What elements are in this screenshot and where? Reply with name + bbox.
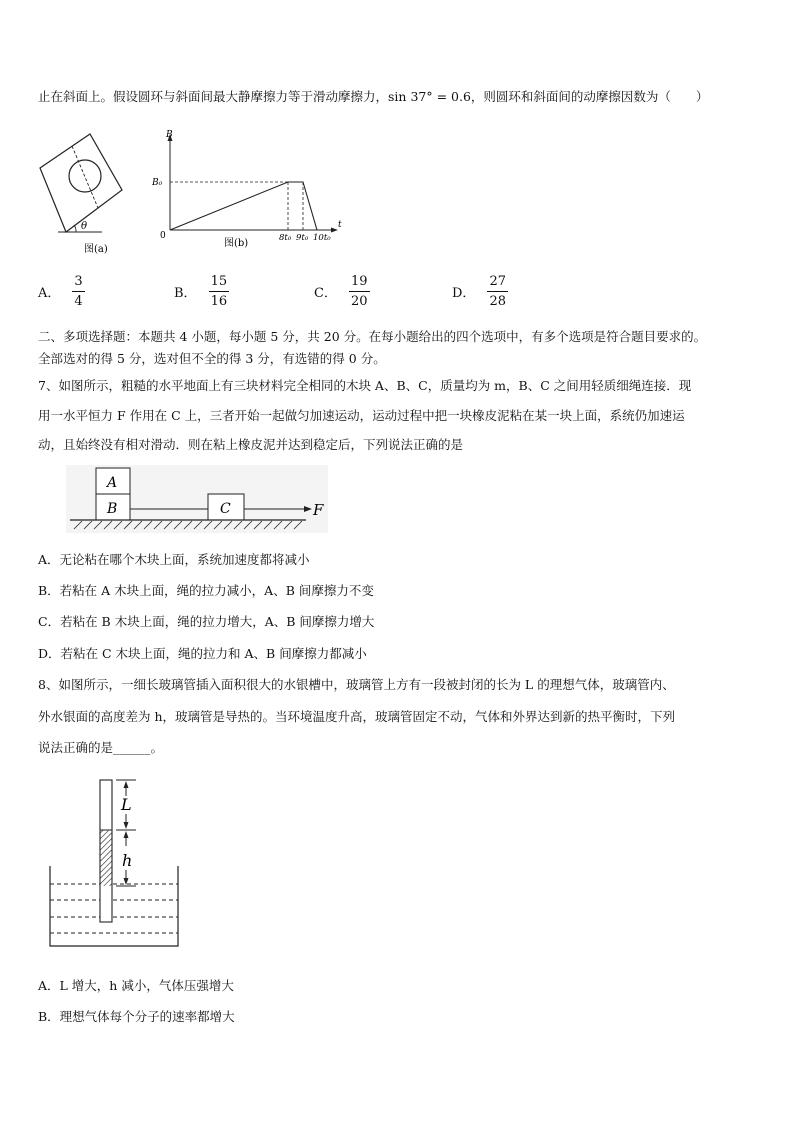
q7-figure bbox=[66, 465, 328, 533]
q7-stem-line3: 动，且始终没有相对滑动．则在粘上橡皮泥并达到稳定后，下列说法正确的是 bbox=[38, 437, 464, 452]
option-fraction: $\frac{15}{16}$ bbox=[210, 274, 228, 309]
angle-arc bbox=[74, 225, 76, 232]
section2-line2: 全部选对的得 5 分，选对但不全的得 3 分，有选错的得 0 分。 bbox=[38, 351, 386, 366]
label-h: h bbox=[122, 851, 133, 870]
q8-option-a[interactable]: A．L 增大，h 减小，气体压强增大 bbox=[38, 978, 234, 993]
fig-b-caption: 图(b) bbox=[224, 238, 249, 249]
option-letter: B． bbox=[174, 286, 197, 301]
q6-stem-tail: 止在斜面上。假设圆环与斜面间最大静摩擦力等于滑动摩擦力，sin 37° = 0.6，则圆环和斜面间的动摩擦因数为（ ） bbox=[38, 89, 709, 104]
option-letter: A． bbox=[38, 286, 61, 301]
x-axis-label: t bbox=[338, 220, 342, 230]
label-c: C bbox=[220, 501, 231, 517]
q6-figure-b bbox=[148, 128, 348, 258]
angle-label: θ bbox=[81, 221, 88, 232]
incline-plate bbox=[40, 134, 122, 232]
q6-option-b[interactable] bbox=[174, 274, 229, 309]
q7-option-a[interactable]: A．无论粘在哪个木块上面，系统加速度都将减小 bbox=[38, 552, 310, 567]
option-fraction: $\frac{3}{4}$ bbox=[74, 274, 83, 309]
q7-option-b[interactable]: B．若粘在 A 木块上面，绳的拉力减小，A、B 间摩擦力不变 bbox=[38, 583, 374, 598]
q8-stem-line3: 说法正确的是______。 bbox=[38, 740, 164, 755]
q6-option-c[interactable] bbox=[314, 274, 370, 309]
section2-line1: 二、多项选择题：本题共 4 小题，每小题 5 分，共 20 分。在每小题给出的四个选项中，有多个选项是符合题目要求的。 bbox=[38, 329, 707, 344]
tick-8: 8t₀ bbox=[279, 233, 292, 243]
q7-option-c[interactable]: C．若粘在 B 木块上面，绳的拉力增大，A、B 间摩擦力增大 bbox=[38, 614, 375, 629]
fig-a-caption: 图(a) bbox=[84, 244, 108, 255]
b0-label: B₀ bbox=[152, 178, 163, 188]
option-fraction: $\frac{27}{28}$ bbox=[489, 274, 506, 309]
option-letter: C． bbox=[314, 286, 337, 301]
label-f: F bbox=[313, 501, 324, 519]
option-letter: D． bbox=[452, 286, 476, 301]
option-fraction: $\frac{19}{20}$ bbox=[350, 274, 368, 309]
y-axis-label: B bbox=[166, 130, 173, 140]
q8-stem-line1: 8、如图所示，一细长玻璃管插入面积很大的水银槽中，玻璃管上方有一段被封闭的长为 L 的理想气体，玻璃管内、 bbox=[38, 677, 675, 692]
q7-option-d[interactable]: D．若粘在 C 木块上面，绳的拉力和 A、B 间摩擦力都减小 bbox=[38, 646, 367, 661]
center-dash bbox=[72, 146, 98, 208]
label-b: B bbox=[107, 501, 118, 517]
tick-9: 9t₀ bbox=[296, 233, 309, 243]
tick-10: 10t₀ bbox=[313, 233, 331, 243]
q7-stem-line2: 用一水平恒力 F 作用在 C 上，三者开始一起做匀加速运动，运动过程中把一块橡皮泥粘在某一块上面，系统仍加速运 bbox=[38, 408, 685, 423]
q8-figure bbox=[40, 774, 190, 954]
mercury-tank bbox=[50, 866, 178, 946]
label-l: L bbox=[121, 795, 132, 814]
origin-label: 0 bbox=[160, 231, 166, 241]
q8-stem-line2: 外水银面的高度差为 h，玻璃管是导热的。当环境温度升高，玻璃管固定不动，气体和外界达到新的热平衡时，下列 bbox=[38, 709, 676, 724]
q8-option-b[interactable]: B．理想气体每个分子的速率都增大 bbox=[38, 1009, 235, 1024]
q6-option-d[interactable] bbox=[452, 274, 508, 309]
q6-figure-a bbox=[38, 128, 148, 258]
q6-option-a[interactable] bbox=[38, 274, 85, 309]
mercury-column bbox=[101, 830, 112, 886]
b-curve bbox=[170, 182, 317, 230]
label-a: A bbox=[107, 475, 118, 491]
q7-stem-line1: 7、如图所示，粗糙的水平地面上有三块材料完全相同的木块 A、B、C，质量均为 m，B、C 之间用轻质细绳连接．现 bbox=[38, 378, 692, 393]
